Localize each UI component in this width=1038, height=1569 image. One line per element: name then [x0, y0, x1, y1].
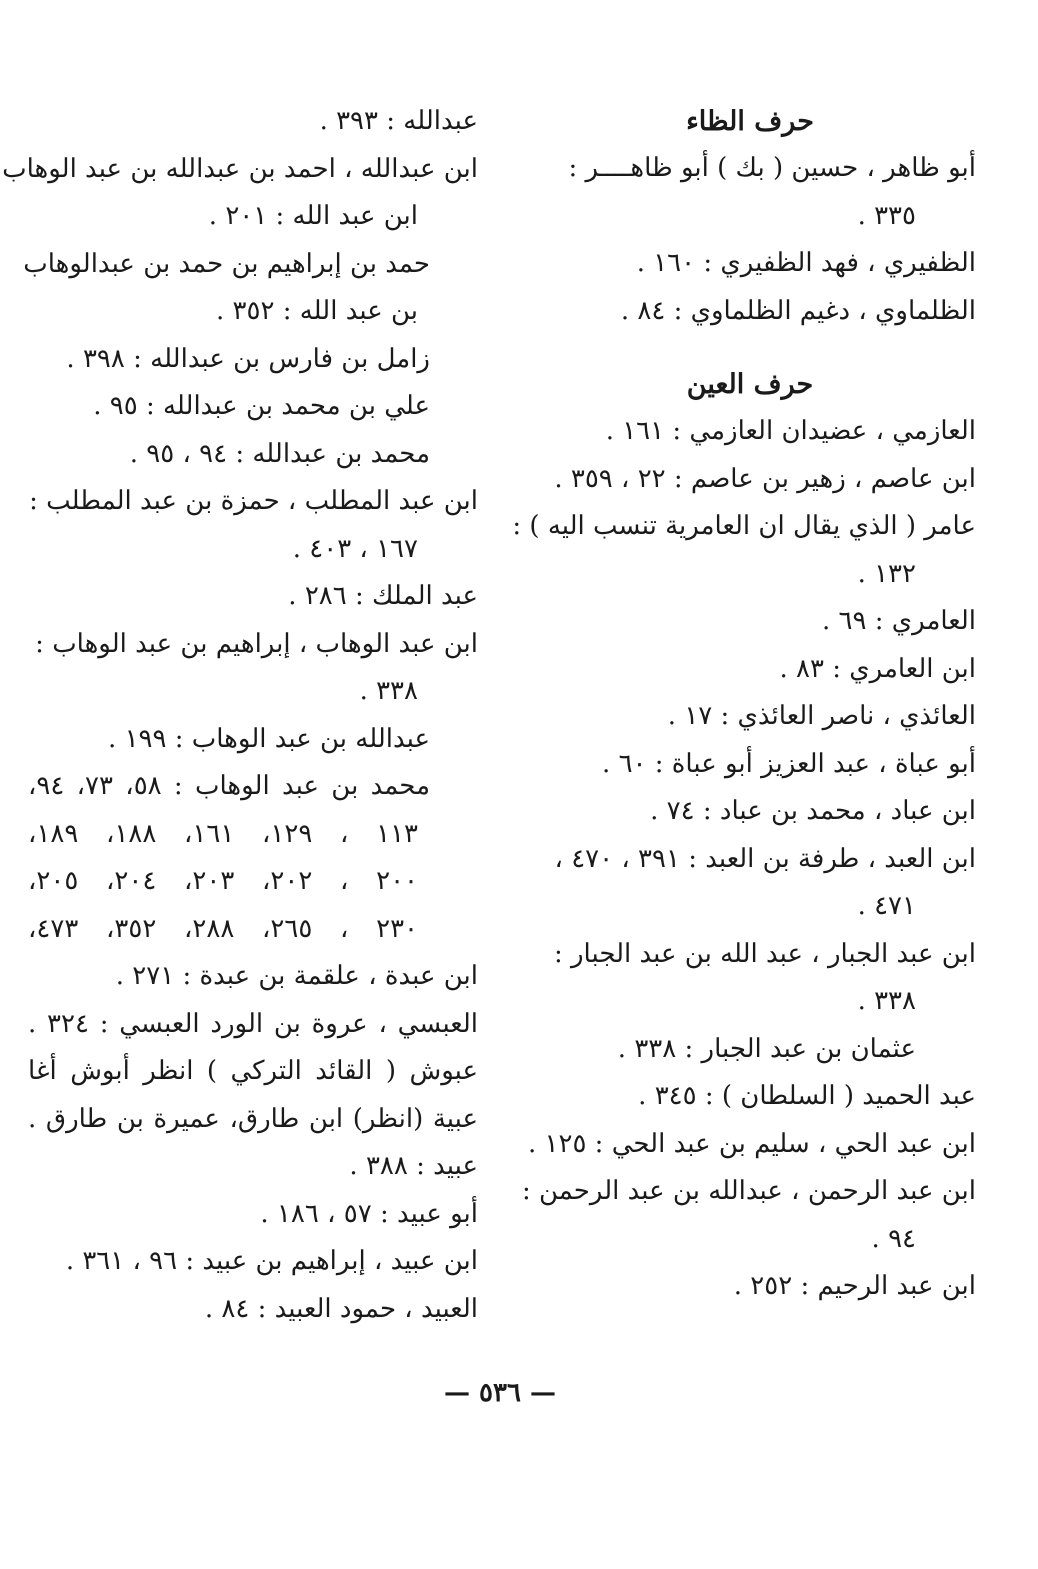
index-entry: العبيد ، حمود العبيد : ٨٤ .	[204, 1293, 478, 1324]
index-entry: عامر ( الذي يقال ان العامرية تنسب اليه ) :	[512, 511, 976, 541]
ta-entries-list	[524, 145, 976, 335]
page-number: — ٥٣٦ —	[443, 1378, 557, 1408]
index-entry: عبدالله بن عبد الوهاب : ١٩٩ .	[108, 723, 430, 754]
index-entry: ابن عبدة ، علقمة بن عبدة : ٢٧١ .	[115, 961, 478, 991]
index-entry: محمد بن عبدالله : ٩٤ ، ٩٥ .	[129, 438, 430, 469]
index-entry: عبوش ( القائد التركي ) انظر أبوش أغا	[28, 1056, 478, 1086]
index-entry: الظلماوي ، دغيم الظلماوي : ٨٤ .	[620, 295, 976, 326]
index-entry: زامل بن فارس بن عبدالله : ٣٩٨ .	[66, 343, 430, 374]
index-entry: حمد بن إبراهيم بن حمد بن عبدالوهاب	[23, 248, 430, 279]
index-entry: ابن العامري : ٨٣ .	[779, 653, 976, 684]
index-entry: ابن عبد الجبار ، عبد الله بن عبد الجبار :	[553, 938, 976, 969]
index-entry: أبو ظاهر ، حسين ( بك ) أبو ظاهــــر :	[568, 153, 976, 183]
index-entry: ابن عبد الله : ٢٠١ .	[208, 201, 418, 231]
index-entry-continuation: ٣٣٥ .	[857, 200, 916, 231]
index-entry: عبية (انظر) ابن طارق، عميرة بن طارق .	[28, 1103, 478, 1134]
index-entry: ٢٠٠ ، ٢٠٢، ٢٠٣، ٢٠٤، ٢٠٥،	[28, 866, 419, 896]
index-entry: أبو عباة ، عبد العزيز أبو عباة : ٦٠ .	[602, 748, 976, 779]
index-entry: علي بن محمد بن عبدالله : ٩٥ .	[93, 391, 430, 421]
index-entry-continuation: ١٦٧ ، ٤٠٣ .	[292, 533, 418, 564]
index-entry: العازمي ، عضيدان العازمي : ١٦١ .	[605, 416, 976, 446]
index-entry: ١١٣ ، ١٢٩، ١٦١، ١٨٨، ١٨٩،	[28, 818, 419, 849]
index-entry: عبد الملك : ٢٨٦ .	[288, 581, 478, 611]
index-entry: ابن عبد الحي ، سليم بن عبد الحي : ١٢٥ .	[527, 1128, 976, 1159]
index-entry: أبو عبيد : ٥٧ ، ١٨٦ .	[260, 1198, 478, 1229]
section-spacer	[524, 335, 976, 361]
index-entry: محمد بن عبد الوهاب : ٥٨، ٧٣، ٩٤،	[28, 771, 431, 801]
index-entry: ابن عبيد ، إبراهيم بن عبيد : ٩٦ ، ٣٦١ .	[65, 1246, 478, 1276]
index-entry: عبيد : ٣٨٨ .	[349, 1151, 478, 1181]
index-entry: عبد الحميد ( السلطان ) : ٣٤٥ .	[638, 1081, 976, 1111]
index-entry: ابن عباد ، محمد بن عباد : ٧٤ .	[650, 796, 976, 826]
index-entry: ٢٣٠ ، ٢٦٥، ٢٨٨، ٣٥٢، ٤٧٣،	[28, 913, 419, 944]
section-heading-ta: حرف الظاء	[686, 106, 814, 137]
right-column	[512, 98, 976, 1311]
ayn-entries-list	[512, 408, 976, 1311]
index-entry-continuation: ١٣٢ .	[857, 558, 916, 589]
index-entry-continuation: ٣٣٨ .	[857, 986, 916, 1016]
index-entry: بن عبد الله : ٣٥٢ .	[216, 296, 418, 326]
index-entry: ابن عبدالله ، احمد بن عبدالله بن عبد الوهاب	[2, 153, 478, 184]
index-entry-continuation: ٣٣٨ .	[359, 676, 418, 706]
index-entry: العامري : ٦٩ .	[822, 606, 976, 636]
index-entry: الظفيري ، فهد الظفيري : ١٦٠ .	[636, 248, 976, 278]
index-entry: ابن عبد الوهاب ، إبراهيم بن عبد الوهاب :	[35, 628, 478, 659]
index-entry: عثمان بن عبد الجبار : ٣٣٨ .	[617, 1033, 916, 1064]
index-entry: عبدالله : ٣٩٣ .	[319, 106, 478, 136]
left-column	[2, 98, 478, 1333]
index-entry: ابن عبد الرحمن ، عبدالله بن عبد الرحمن :	[521, 1176, 976, 1206]
index-entry: ابن عاصم ، زهير بن عاصم : ٢٢ ، ٣٥٩ .	[554, 463, 976, 494]
section-heading-ayn: حرف العين	[686, 369, 814, 400]
index-entry-continuation: ٤٧١ .	[857, 891, 916, 921]
index-entry: ابن عبد المطلب ، حمزة بن عبد المطلب :	[29, 486, 478, 516]
index-entry: ابن العبد ، طرفة بن العبد : ٣٩١ ، ٤٧٠ ،	[554, 843, 976, 874]
index-entry-continuation: ٩٤ .	[871, 1223, 916, 1254]
index-entry: العبسي ، عروة بن الورد العبسي : ٣٢٤ .	[28, 1008, 478, 1039]
index-entry: العائذي ، ناصر العائذي : ١٧ .	[667, 701, 976, 731]
index-entry: ابن عبد الرحيم : ٢٥٢ .	[733, 1271, 976, 1301]
left-entries-list	[2, 98, 478, 1333]
